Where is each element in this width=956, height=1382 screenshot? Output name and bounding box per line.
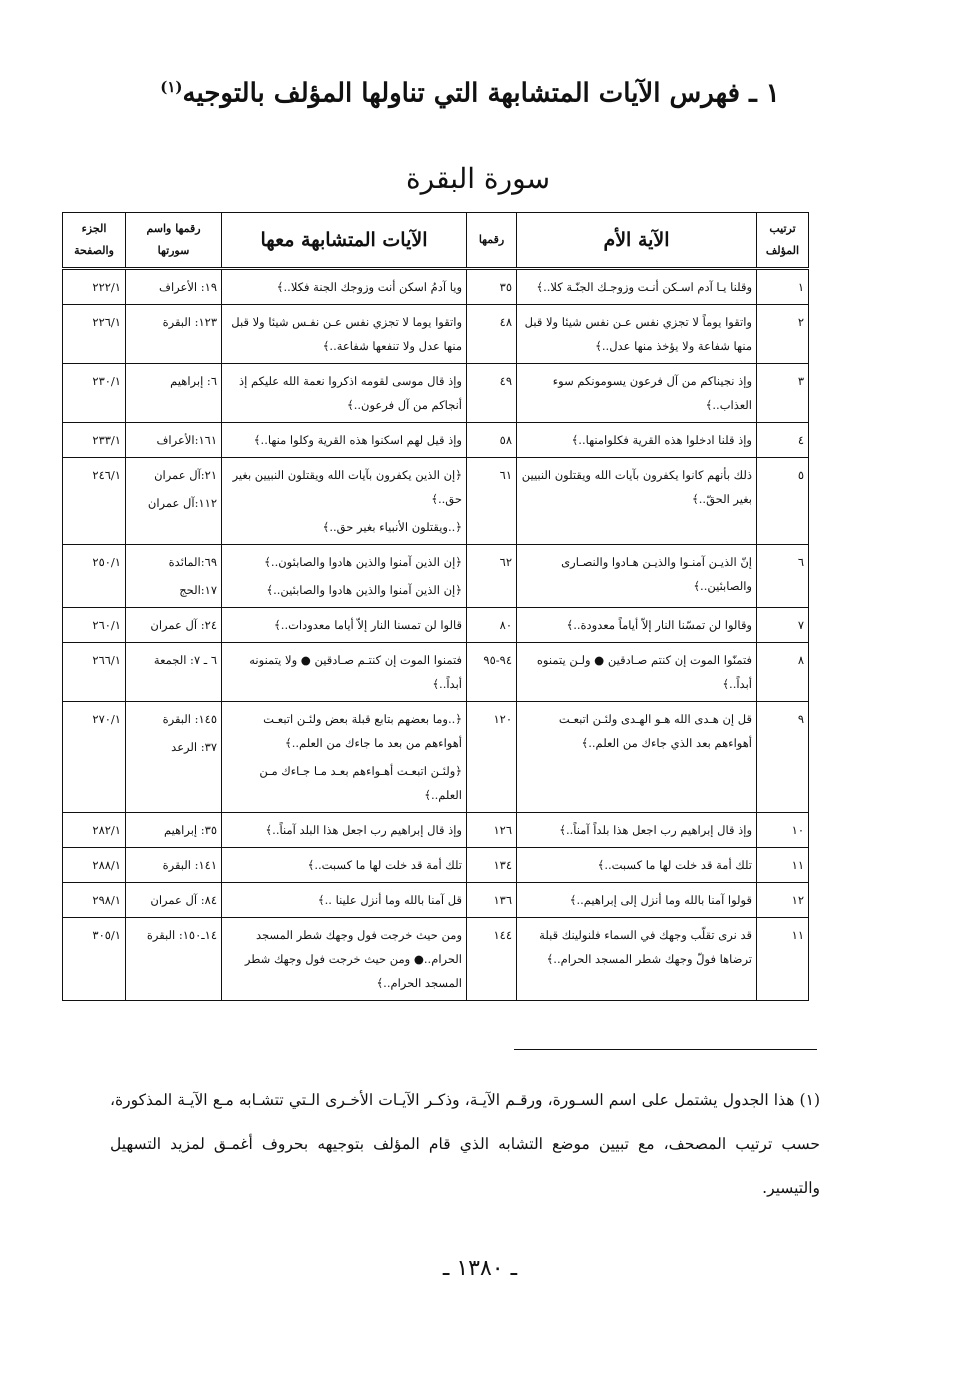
similar-ref-cell bbox=[126, 269, 222, 305]
order-cell: ٩ bbox=[757, 702, 809, 813]
similar-ref-cell-entry: ٢١:آل عمران bbox=[154, 468, 217, 482]
similar-verse-cell-entry: ومن حيث خرجت فول وجهك شطر المسجد الحرام..● ومن حيث خرجت فول وجهك شطر المسجد الحرام..﴾ bbox=[244, 928, 462, 990]
volume-page-cell: ٢٢٦/١ bbox=[63, 305, 126, 364]
surah-heading: سورة البقرة bbox=[405, 162, 551, 195]
similar-verse-cell-entry: ﴿ولئـن اتبعـت أهـواءهم بعـد مـا جـاءك مـن العلم..﴾ bbox=[259, 764, 462, 802]
page-number: ـ ١٣٨٠ ـ bbox=[442, 1256, 518, 1281]
table-row bbox=[63, 883, 809, 918]
similar-ref-cell-entry: ٣٥: إبراهيم bbox=[163, 823, 217, 837]
volume-page-cell: ٢٩٨/١ bbox=[63, 883, 126, 918]
header-volume-page: الجزء والصفحة bbox=[63, 213, 126, 269]
similar-verse-cell-entry: وإذ قيل لهم اسكنوا هذه القرية وكلوا منها..﴾ bbox=[253, 433, 462, 447]
similar-verse-cell bbox=[222, 458, 467, 545]
main-number-cell: ٦٢ bbox=[467, 545, 517, 608]
main-number-cell: ١٢٠ bbox=[467, 702, 517, 813]
similar-verse-cell bbox=[222, 918, 467, 1001]
similar-verse-cell bbox=[222, 608, 467, 643]
header-similar-verses: الآيات المتشابهة معها bbox=[222, 213, 467, 269]
similar-ref-cell bbox=[126, 848, 222, 883]
similar-ref-cell bbox=[126, 608, 222, 643]
similar-ref-cell-entry: ١١٢:آل عمران bbox=[147, 496, 217, 510]
volume-page-cell: ٢٦٦/١ bbox=[63, 643, 126, 702]
order-cell: ١٢ bbox=[757, 883, 809, 918]
similar-ref-cell-entry: ١٢٣: البقرة bbox=[162, 315, 217, 329]
main-verse-cell: وإذ قلنا ادخلوا هذه القرية فكلوامنها..﴾ bbox=[517, 423, 757, 458]
table-row bbox=[63, 702, 809, 813]
table-row bbox=[63, 813, 809, 848]
volume-page-cell: ٢٧٠/١ bbox=[63, 702, 126, 813]
similar-verse-cell-entry: ﴿..وما بعضهم بتابع قبلة بعض ولئـن اتبعـت أهواءهم من بعد ما جاءك من العلم..﴾ bbox=[263, 712, 462, 750]
similar-ref-cell bbox=[126, 643, 222, 702]
similar-ref-cell-entry: ١٤٥: البقرة bbox=[162, 712, 217, 726]
similar-verse-cell bbox=[222, 423, 467, 458]
similar-verse-cell-entry: فتمنوا الموت إن كنتـم صـادقين ● ولا يتمنونه أبداً..﴾ bbox=[249, 653, 462, 691]
similar-ref-cell bbox=[126, 545, 222, 608]
similar-verse-cell-entry: قالوا لن تمسنا النار إلاّ أياما معدودات..﴾ bbox=[274, 618, 462, 632]
order-cell: ٧ bbox=[757, 608, 809, 643]
volume-page-cell: ٢٤٦/١ bbox=[63, 458, 126, 545]
header-main-verse: الآية الأم bbox=[517, 213, 757, 269]
similar-verse-cell bbox=[222, 702, 467, 813]
similar-verse-cell-entry: قل آمنا بالله وما أنزل علينا ..﴾ bbox=[317, 893, 462, 907]
similar-ref-cell-entry: ٦٩:المائدة bbox=[168, 555, 217, 569]
main-verse-cell: إنّ الذيـن آمنـوا والذيـن هـادوا والنصـارى والصابئين..﴾ bbox=[517, 545, 757, 608]
similar-ref-cell bbox=[126, 883, 222, 918]
volume-page-cell: ٢٨٢/١ bbox=[63, 813, 126, 848]
main-verse-cell: ذلك بأنهم كانوا يكفرون بآيات الله ويقتلون النبيين بغير الحقّ..﴾ bbox=[517, 458, 757, 545]
volume-page-cell: ٢٣٠/١ bbox=[63, 364, 126, 423]
index-title-text: ١ ـ فهرس الآيات المتشابهة التي تناولها المؤلف بالتوجيه bbox=[182, 78, 780, 109]
table-row bbox=[63, 848, 809, 883]
footnote: (١) هذا الجدول يشتمل على اسم السـورة، ورقـم الآيـة، وذكـر الآيـات الأخـرى الـتي تتشـابه مـع الآيـة المذكورة، حسب ترتيب المصحف، مع تبيين موضع التشابه الذي قام المؤلف بتوجيهه بحروف أغمـق لمزيد التسهيل والتيسير. bbox=[110, 1091, 820, 1197]
main-verse-cell: فتمنّوا الموت إن كنتم صـادقين ● ولـن يتمنوه أبداً..﴾ bbox=[517, 643, 757, 702]
similar-verse-cell-entry: وإذ قال إبراهيم رب اجعل هذا البلد آمناً..﴾ bbox=[265, 823, 462, 837]
main-number-cell: ١٣٤ bbox=[467, 848, 517, 883]
table-row bbox=[63, 643, 809, 702]
similar-ref-cell-entry: ٦ ـ ٧: الجمعة bbox=[153, 653, 217, 667]
main-verse-cell: واتقوا يوماً لا تجزي نفس عـن نفس شيئا ولا قبل منها شفاعة ولا يؤخذ منها عدل..﴾ bbox=[517, 305, 757, 364]
similar-ref-cell bbox=[126, 918, 222, 1001]
similar-verse-cell bbox=[222, 305, 467, 364]
similar-ref-cell bbox=[126, 702, 222, 813]
volume-page-cell: ٢٢٢/١ bbox=[63, 269, 126, 305]
header-main-number: رقمها bbox=[467, 213, 517, 269]
table-row bbox=[63, 458, 809, 545]
similar-verse-cell-entry: ويا آدمُ اسكن أنت وزوجك الجنة فكلا..﴾ bbox=[276, 280, 462, 294]
similar-ref-cell-entry: ٦: إبراهيم bbox=[170, 374, 217, 388]
similar-verse-cell-entry: وإذ قال موسى لقومه اذكروا نعمة الله عليكم إذ أنجاكم من آل فرعون..﴾ bbox=[239, 374, 462, 412]
similar-verse-cell-entry: ﴿إن الذين آمنوا والذين هادوا والصابئون..﴾ bbox=[264, 555, 462, 569]
similar-ref-cell bbox=[126, 423, 222, 458]
similar-verse-cell bbox=[222, 545, 467, 608]
order-cell: ٤ bbox=[757, 423, 809, 458]
order-cell: ١١ bbox=[757, 848, 809, 883]
similar-verse-cell-entry: ﴿إن الذين يكفرون بآيات الله ويقتلون النبيين بغير حق..﴾ bbox=[232, 468, 462, 506]
order-cell: ١١ bbox=[757, 918, 809, 1001]
table-row bbox=[63, 364, 809, 423]
header-similar-ref: رقمها واسم سورتها bbox=[126, 213, 222, 269]
main-number-cell: ٦١ bbox=[467, 458, 517, 545]
main-verse-cell: تلك أمة قد خلت لها ما كسبت..﴾ bbox=[517, 848, 757, 883]
main-verse-cell: قل إن هـدى الله هـو الهـدى ولئـن اتبعـت أهواءهم بعد الذي جاءك من العلم..﴾ bbox=[517, 702, 757, 813]
main-verse-cell: وقالوا لن تمسّنا النار إلاّ أياماً معدودة..﴾ bbox=[517, 608, 757, 643]
table-row bbox=[63, 608, 809, 643]
table-row bbox=[63, 423, 809, 458]
similar-ref-cell bbox=[126, 813, 222, 848]
similar-verse-cell bbox=[222, 364, 467, 423]
table-row bbox=[63, 305, 809, 364]
volume-page-cell: ٢٥٠/١ bbox=[63, 545, 126, 608]
volume-page-cell: ٣٠٥/١ bbox=[63, 918, 126, 1001]
similar-ref-cell-entry: ١٦١:الأعراف bbox=[156, 433, 217, 447]
order-cell: ١ bbox=[757, 269, 809, 305]
similar-verse-cell bbox=[222, 269, 467, 305]
main-number-cell: ٨٠ bbox=[467, 608, 517, 643]
volume-page-cell: ٢٨٨/١ bbox=[63, 848, 126, 883]
volume-page-cell: ٢٣٣/١ bbox=[63, 423, 126, 458]
main-number-cell: ١٤٤ bbox=[467, 918, 517, 1001]
main-number-cell: ٤٨ bbox=[467, 305, 517, 364]
main-number-cell: ٥٨ bbox=[467, 423, 517, 458]
similar-verse-cell-entry: ﴿..ويقتلون الأنبياء بغير حق..﴾ bbox=[322, 520, 462, 534]
similar-verse-cell bbox=[222, 883, 467, 918]
similar-ref-cell-entry: ١٤١: البقرة bbox=[162, 858, 217, 872]
order-cell: ٥ bbox=[757, 458, 809, 545]
header-order: ترتيب المؤلف bbox=[757, 213, 809, 269]
order-cell: ١٠ bbox=[757, 813, 809, 848]
similar-ref-cell bbox=[126, 458, 222, 545]
order-cell: ٨ bbox=[757, 643, 809, 702]
similar-ref-cell-entry: ٢٤: آل عمران bbox=[150, 618, 217, 632]
similar-verse-cell bbox=[222, 813, 467, 848]
table-row bbox=[63, 545, 809, 608]
footnote-marker: (١) bbox=[160, 78, 183, 96]
similar-verse-cell-entry: ﴿إن الذين آمنوا والذين هادوا والصابئين..﴾ bbox=[266, 583, 462, 597]
similar-verse-cell-entry: واتقوا يوما لا تجزي نفس عـن نفـس شيئا ولا قبل منها عدل ولا تنفعها شفاعة..﴾ bbox=[231, 315, 462, 353]
similar-verse-cell bbox=[222, 848, 467, 883]
table-header-row bbox=[63, 213, 809, 269]
main-number-cell: ١٣٦ bbox=[467, 883, 517, 918]
similar-verse-cell bbox=[222, 643, 467, 702]
similar-ref-cell-entry: ١٩: الأعراف bbox=[159, 280, 217, 294]
similar-ref-cell bbox=[126, 305, 222, 364]
main-number-cell: ٤٩ bbox=[467, 364, 517, 423]
similar-ref-cell-entry: ١٧:الحج bbox=[179, 583, 217, 597]
table-row bbox=[63, 918, 809, 1001]
volume-page-cell: ٢٦٠/١ bbox=[63, 608, 126, 643]
table-row bbox=[63, 269, 809, 305]
main-number-cell: ٣٥ bbox=[467, 269, 517, 305]
footnote-divider bbox=[514, 1049, 817, 1050]
main-verse-cell: قولوا آمنا بالله وما أنزل إلى إبراهيم..﴾ bbox=[517, 883, 757, 918]
similar-ref-cell bbox=[126, 364, 222, 423]
main-verse-cell: قد نرى تقلّب وجهك في السماء فلنولينك قبلة ترضاها فولّ وجهك شطر المسجد الحرام..﴾ bbox=[517, 918, 757, 1001]
similar-ref-cell-entry: ١٤ـ١٥٠: البقرة bbox=[146, 928, 217, 942]
main-verse-cell: وقلنا يـا آدم اسـكن أنـت وزوجـك الجنّـة كلا..﴾ bbox=[517, 269, 757, 305]
order-cell: ٣ bbox=[757, 364, 809, 423]
order-cell: ٢ bbox=[757, 305, 809, 364]
similar-ref-cell-entry: ٣٧: الرعد bbox=[171, 740, 217, 754]
main-number-cell: ٩٤-٩٥ bbox=[467, 643, 517, 702]
main-verse-cell: وإذ قال إبراهيم رب اجعل هذا بلداً آمناً..﴾ bbox=[517, 813, 757, 848]
order-cell: ٦ bbox=[757, 545, 809, 608]
main-number-cell: ١٢٦ bbox=[467, 813, 517, 848]
index-title bbox=[120, 78, 820, 109]
similar-verse-cell-entry: تلك أمة قد خلت لها ما كسبت..﴾ bbox=[307, 858, 462, 872]
verses-index-table bbox=[62, 212, 809, 1001]
main-verse-cell: وإذ نجيناكم من آل فرعون يسومونكم سوء العذاب..﴾ bbox=[517, 364, 757, 423]
similar-ref-cell-entry: ٨٤: آل عمران bbox=[150, 893, 217, 907]
